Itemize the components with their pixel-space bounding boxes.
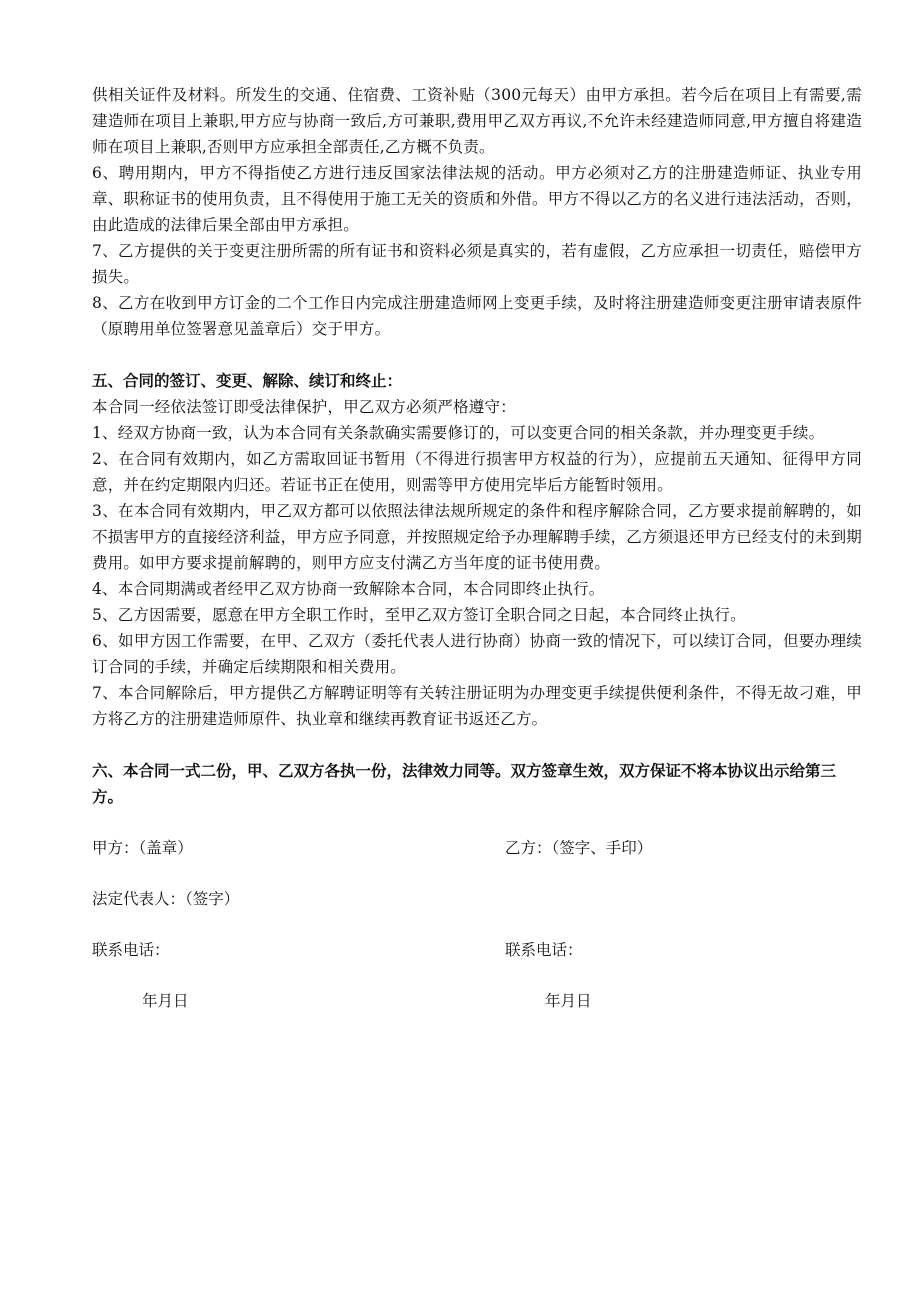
party-a-label: 甲方：（盖章） bbox=[92, 839, 193, 857]
clause-8: 8、乙方在收到甲方订金的二个工作日内完成注册建造师网上变更手续，及时将注册建造师变更注册审请表原件（原聘用单位签署意见盖章后）交于甲方。 bbox=[92, 294, 862, 338]
signature-row-date bbox=[92, 988, 862, 1014]
spacer bbox=[92, 861, 862, 886]
section-5-item-1: 1、经双方协商一致，认为本合同有关条款确实需要修订的，可以变更合同的相关条款，并办理变更手续。 bbox=[92, 424, 825, 442]
spacer bbox=[92, 732, 862, 758]
party-b-label: 乙方：（签字、手印） bbox=[505, 839, 653, 857]
signature-row-phone bbox=[92, 937, 862, 963]
section-5-item-5: 5、乙方因需要，愿意在甲方全职工作时，至甲乙双方签订全职合同之日起，本合同终止执行。 bbox=[92, 606, 746, 624]
date-b-label: 年月日 bbox=[545, 992, 592, 1010]
document-body bbox=[92, 82, 862, 1014]
section-5-item-4: 4、本合同期满或者经甲乙双方协商一致解除本合同，本合同即终止执行。 bbox=[92, 580, 605, 598]
section-5-item-3: 3、在本合同有效期内，甲乙双方都可以依照法律法规所规定的条件和程序解除合同，乙方要求提前解聘的，如不损害甲方的直接经济利益，甲方应予同意，并按照规定给予办理解聘手续，乙方须退还甲方已经支付的未到期费用。如甲方要求提前解聘的，则甲方应支付满乙方当年度的证书使用费。 bbox=[92, 502, 862, 572]
spacer bbox=[92, 342, 862, 368]
paragraph-5-continued: 供相关证件及材料。所发生的交通、住宿费、工资补贴（300元每天）由甲方承担。若今后在项目上有需要,需建造师在项目上兼职,甲方应与协商一致后,方可兼职,费用甲乙双方再议,不允许未经建造师同意,甲方擅自将建造师在项目上兼职,否则甲方应承担全部责任,乙方概不负责。 bbox=[92, 86, 862, 156]
legal-rep-label: 法定代表人：（签字） bbox=[92, 890, 240, 908]
section-6-heading: 六、本合同一式二份，甲、乙双方各执一份，法律效力同等。双方签章生效，双方保证不将本协议出示给第三方。 bbox=[92, 761, 837, 806]
phone-b-label: 联系电话： bbox=[505, 941, 583, 959]
section-5-item-7: 7、本合同解除后，甲方提供乙方解聘证明等有关转注册证明为办理变更手续提供便利条件，不得无故刁难，甲方将乙方的注册建造师原件、执业章和继续再教育证书返还乙方。 bbox=[92, 684, 862, 728]
section-5-item-2: 2、在合同有效期内，如乙方需取回证书暂用（不得进行损害甲方权益的行为），应提前五天通知、征得甲方同意，并在约定期限内归还。若证书正在使用，则需等甲方使用完毕后方能暂时领用。 bbox=[92, 450, 862, 494]
spacer bbox=[92, 912, 862, 937]
date-a-label: 年月日 bbox=[142, 992, 189, 1010]
signature-row-parties bbox=[92, 835, 862, 861]
section-5-intro: 本合同一经依法签订即受法律保护，甲乙双方必须严格遵守： bbox=[92, 398, 516, 416]
clause-6: 6、聘用期内，甲方不得指使乙方进行违反国家法律法规的活动。甲方必须对乙方的注册建造师证、执业专用章、职称证书的使用负责，且不得使用于施工无关的资质和外借。甲方不得以乙方的名义进行违法活动，否则，由此造成的法律后果全部由甲方承担。 bbox=[92, 164, 862, 234]
clause-7: 7、乙方提供的关于变更注册所需的所有证书和资料必须是真实的，若有虚假，乙方应承担一切责任，赔偿甲方损失。 bbox=[92, 242, 862, 286]
phone-a-label: 联系电话： bbox=[92, 941, 170, 959]
spacer bbox=[92, 963, 862, 988]
spacer bbox=[92, 810, 862, 835]
section-5-item-6: 6、如甲方因工作需要，在甲、乙双方（委托代表人进行协商）协商一致的情况下，可以续订合同，但要办理续订合同的手续，并确定后续期限和相关费用。 bbox=[92, 632, 862, 676]
signature-row-legal-rep bbox=[92, 886, 862, 912]
section-5-heading: 五、合同的签订、变更、解除、续订和终止： bbox=[92, 371, 403, 390]
